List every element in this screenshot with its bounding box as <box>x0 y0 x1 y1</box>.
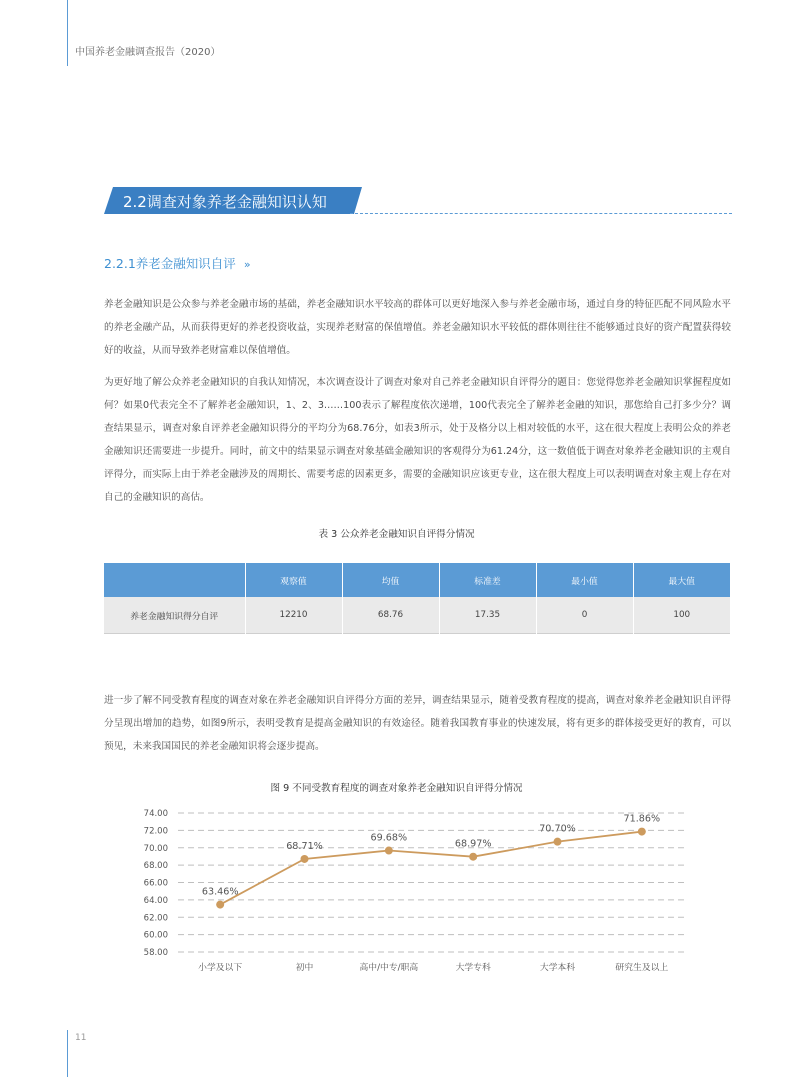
paragraph-intro: 养老金融知识是公众参与养老金融市场的基础，养老金融知识水平较高的群体可以更好地深入参与养老金融市场，通过自身的特征匹配不同风险水平的养老金融产品，从而获得更好的养老投资收益，实现养老财富的保值增值。养老金融知识水平较低的群体则往往不能够通过良好的资产配置获得较好的收益，从而导致养老财富难以保值增值。 <box>104 299 731 356</box>
data-point <box>469 853 477 861</box>
data-label: 63.46% <box>201 886 239 898</box>
table-cell: 0 <box>536 597 633 634</box>
y-tick-label: 70.00 <box>143 843 168 854</box>
table-header-cell: 均值 <box>342 563 439 597</box>
y-tick-label: 62.00 <box>143 913 168 924</box>
table-header-cell: 最大值 <box>633 563 730 597</box>
table-cell: 12210 <box>245 597 342 634</box>
table-header-cell: 最小值 <box>536 563 633 597</box>
table-header-cell: 观察值 <box>245 563 342 597</box>
y-tick-label: 68.00 <box>143 861 168 872</box>
data-label: 70.70% <box>539 823 576 835</box>
y-tick-label: 60.00 <box>143 930 168 941</box>
table-cell: 68.76 <box>342 597 439 634</box>
table-header-cell: 标准差 <box>439 563 536 597</box>
paragraph-education: 进一步了解不同受教育程度的调查对象在养老金融知识自评得分方面的差异，调查结果显示，随着受教育程度的提高，调查对象养老金融知识自评得分呈现出增加的趋势，如图9所示，表明受教育是提高金融知识的有效途径。随着我国教育事业的快速发展，将有更多的群体接受更好的教育，可以预见，未来我国国民的养老金融知识将会逐步提高。 <box>104 695 731 752</box>
subsection-title: 2.2.1养老金融知识自评 <box>104 256 236 271</box>
x-tick-label: 初中 <box>295 963 314 973</box>
double-chevron-icon: » <box>243 258 251 271</box>
data-point <box>638 828 646 836</box>
x-tick-label: 大学本科 <box>539 963 576 973</box>
page-number: 11 <box>75 1033 87 1043</box>
y-tick-label: 66.00 <box>143 878 168 889</box>
y-tick-label: 72.00 <box>143 826 168 837</box>
data-label: 69.68% <box>370 832 408 844</box>
data-point <box>216 901 224 909</box>
paragraph-self-assessment: 为更好地了解公众养老金融知识的自我认知情况，本次调查设计了调查对象对自己养老金融知识自评得分的题目：您觉得您养老金融知识掌握程度如何？如果0代表完全不了解养老金融知识，1、2、3……100表示了解程度依次递增，100代表完全了解养老金融的知识，那您给自己打多少分？调查结果显示，调查对象自评养老金融知识得分的平均分为68.76分，如表3所示，处于及格分以上相对较低的水平，这在很大程度上表明公众的养老金融知识还需要进一步提升。同时，前文中的结果显示调查对象基础金融知识的客观得分为61.24分，这一数值低于调查对象养老金融知识的主观自评得分，而实际上由于养老金融涉及的周期长、需要考虑的因素更多，需要的金融知识应该更专业，这在很大程度上可以表明调查对象主观上存在对自己的金融知识的高估。 <box>104 377 731 503</box>
section-title: 2.2调查对象养老金融知识认知 <box>123 193 327 211</box>
table-cell: 100 <box>633 597 730 634</box>
running-header: 中国养老金融调查报告（2020） <box>75 47 221 58</box>
table-cell: 17.35 <box>439 597 536 634</box>
series-line <box>220 832 642 905</box>
data-point <box>385 847 393 855</box>
figure-caption: 图 9 不同受教育程度的调查对象养老金融知识自评得分情况 <box>270 783 523 794</box>
table-caption: 表 3 公众养老金融知识自评得分情况 <box>318 529 475 540</box>
footer-rule <box>67 1030 68 1077</box>
x-tick-label: 研究生及以上 <box>615 963 669 973</box>
data-label: 71.86% <box>623 813 661 825</box>
y-tick-label: 58.00 <box>143 948 168 958</box>
table-cell: 养老金融知识得分自评 <box>104 597 245 634</box>
y-tick-label: 64.00 <box>143 895 168 906</box>
x-tick-label: 高中/中专/职高 <box>359 963 419 973</box>
x-tick-label: 大学专科 <box>455 963 491 973</box>
data-label: 68.71% <box>286 840 323 852</box>
data-point <box>554 838 562 846</box>
x-tick-label: 小学及以下 <box>198 963 243 973</box>
data-label: 68.97% <box>454 838 492 850</box>
y-tick-label: 74.00 <box>143 809 168 819</box>
data-point <box>301 855 309 863</box>
